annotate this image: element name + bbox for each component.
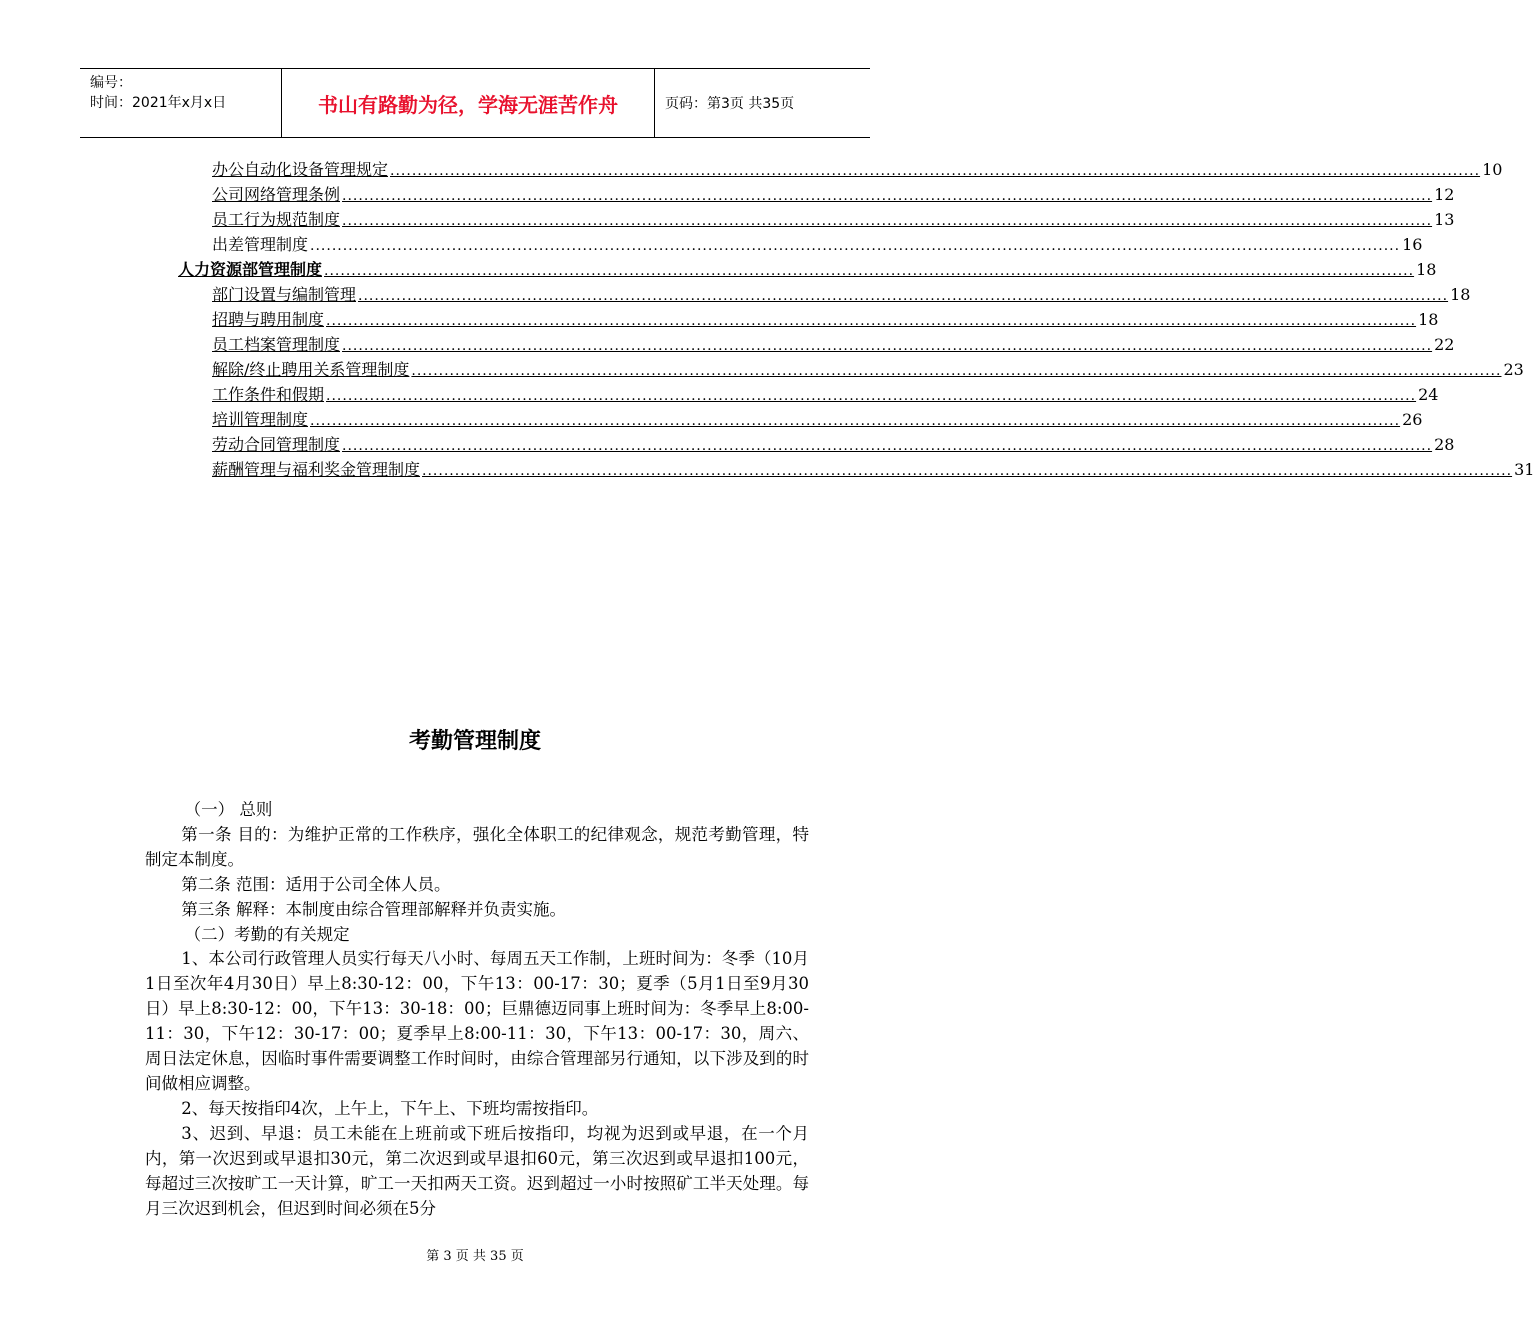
toc-leader-dots: ........................................................................................................................................................................................................ (422, 463, 1513, 479)
toc-entry-page: 26 (1402, 410, 1423, 429)
toc-leader-dots: ........................................................................................................................................................................................................ (342, 338, 1433, 354)
toc-entry[interactable] (212, 158, 1503, 182)
paragraph-rule-3: 3、迟到、早退：员工未能在上班前或下班后按指印，均视为迟到或早退，在一个月内，第一次迟到或早退扣30元，第二次迟到或早退扣60元，第三次迟到或早退扣100元，每超过三次按旷工一天计算，旷工一天扣两天工资。迟到超过一小时按照矿工半天处理。每月三次迟到机会，但迟到时间必须在5分 (145, 1123, 809, 1218)
toc-entry-page: 23 (1503, 360, 1524, 379)
toc-leader-dots: ........................................................................................................................................................................................................ (310, 238, 1401, 254)
toc-entry-title: 解除/终止聘用关系管理制度 (212, 360, 410, 379)
toc-leader-dots: ........................................................................................................................................................................................................ (342, 213, 1433, 229)
toc-entry-title: 员工行为规范制度 (212, 210, 341, 229)
toc-entry[interactable] (212, 208, 1455, 232)
paragraph-article-1: 第一条 目的：为维护正常的工作秩序，强化全体职工的纪律观念，规范考勤管理，特制定本制度。 (145, 824, 809, 869)
toc-entry[interactable] (212, 383, 1439, 407)
toc-entry-title: 工作条件和假期 (212, 385, 325, 404)
section-title: 考勤管理制度 (408, 729, 541, 754)
toc-entry[interactable] (212, 408, 1423, 432)
toc-entry[interactable] (212, 183, 1455, 207)
toc-entry-page: 28 (1434, 435, 1455, 454)
number-label: 编号： (90, 75, 132, 91)
toc-entry-page: 18 (1418, 310, 1439, 329)
toc-entry-title: 招聘与聘用制度 (212, 310, 325, 329)
time-label: 时间：2021年x月x日 (90, 95, 227, 111)
toc-entry-page: 31 (1514, 460, 1534, 479)
toc-leader-dots: ........................................................................................................................................................................................................ (324, 263, 1415, 279)
toc-entry-title: 人力资源部管理制度 (178, 260, 323, 279)
toc-leader-dots: ........................................................................................................................................................................................................ (342, 438, 1433, 454)
toc-entry[interactable] (212, 358, 1524, 382)
toc-entry-title: 培训管理制度 (212, 410, 309, 429)
toc-leader-dots: ........................................................................................................................................................................................................ (390, 163, 1481, 179)
toc-entry[interactable] (212, 433, 1455, 457)
toc-entry (212, 233, 1423, 257)
page-footer: 第 3 页 共 35 页 (426, 1249, 524, 1264)
toc-entry-title: 薪酬管理与福利奖金管理制度 (212, 460, 421, 479)
toc-entry-title: 劳动合同管理制度 (212, 435, 341, 454)
toc-entry-title: 公司网络管理条例 (212, 185, 341, 204)
paragraph-article-3: 第三条 解释：本制度由综合管理部解释并负责实施。 (181, 899, 567, 919)
header-page-code: 页码：第3页 共35页 (665, 96, 795, 112)
toc-leader-dots: ........................................................................................................................................................................................................ (310, 413, 1401, 429)
toc-leader-dots: ........................................................................................................................................................................................................ (358, 288, 1449, 304)
paragraph-general: （一） 总则 (184, 800, 273, 819)
paragraph-rule-1: 1、本公司行政管理人员实行每天八小时、每周五天工作制，上班时间为：冬季（10月1日至次年4月30日）早上8:30-12：00，下午13：00-17：30；夏季（5月1日至9月30日）早上8:30-12：00，下午13：30-18：00；巨鼎德迈同事上班时间为：冬季早上8:00-11：30，下午12：30-17：00；夏季早上8:00-11：30，下午13：00-17：30，周六、周日法定休息，因临时事件需要调整工作时间时，由综合管理部另行通知，以下涉及到的时间做相应调整。 (145, 949, 809, 1093)
toc-entry[interactable] (178, 258, 1437, 282)
toc-entry[interactable] (212, 283, 1471, 307)
toc-entry-page: 18 (1416, 260, 1437, 279)
toc-entry-page: 18 (1450, 285, 1471, 304)
paragraph-article-2: 第二条 范围：适用于公司全体人员。 (181, 874, 451, 894)
toc-entry-title: 出差管理制度 (212, 235, 309, 254)
toc-entry[interactable] (212, 308, 1439, 332)
toc-entry-page: 22 (1434, 335, 1455, 354)
toc-leader-dots: ........................................................................................................................................................................................................ (326, 313, 1417, 329)
toc-leader-dots: ........................................................................................................................................................................................................ (326, 388, 1417, 404)
body-text (145, 798, 809, 1221)
paragraph-rule-2: 2、每天按指印4次，上午上，下午上、下班均需按指印。 (181, 1098, 599, 1118)
toc-entry-page: 10 (1482, 160, 1503, 179)
page-header (80, 68, 870, 138)
toc-entry-page: 24 (1418, 385, 1439, 404)
toc-leader-dots: ........................................................................................................................................................................................................ (342, 188, 1433, 204)
header-meta (80, 69, 282, 137)
toc-entry-page: 13 (1434, 210, 1455, 229)
toc-entry-title: 部门设置与编制管理 (212, 285, 357, 304)
toc-entry-page: 16 (1402, 235, 1423, 254)
toc-entry-title: 办公自动化设备管理规定 (212, 160, 389, 179)
header-motto: 书山有路勤为径，学海无涯苦作舟 (282, 69, 655, 137)
toc-entry[interactable] (212, 333, 1455, 357)
toc-entry-title: 员工档案管理制度 (212, 335, 341, 354)
toc-entry-page: 12 (1434, 185, 1455, 204)
paragraph-rules-heading: （二）考勤的有关规定 (184, 924, 350, 944)
toc-entry[interactable] (212, 458, 1534, 482)
toc-leader-dots: ........................................................................................................................................................................................................ (411, 363, 1502, 379)
